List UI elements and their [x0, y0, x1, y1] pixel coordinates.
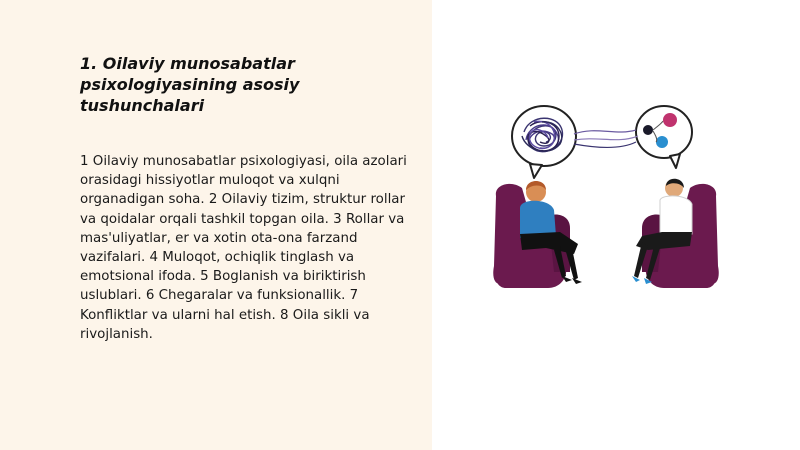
slide-body: 1 Oilaviy munosabatlar psixologiyasi, oila azolari orasidagi hissiyotlar muloqot va xulqni organadigan soha. 2 Oilaviy tizim, struktur rollar va qoidalar orqali tashkil topgan oila. 3 Rollar va mas'uliyatlar, er va xotin ota-ona farzand vazifalari. 4 Muloqot, ochiqlik tinglash va emotsional ifoda. 5 Boglanish va biriktirish uslublari. 6 Chegaralar va funksionallik. 7 Konfliktlar va ularni hal etish. 8 Oila sikli va rivojlanish.	[80, 154, 407, 342]
therapy-session-illustration	[486, 96, 726, 296]
slide-title: 1. Oilaviy munosabatlar psixologiyasining asosiy tushunchalari	[80, 54, 300, 115]
connection-threads	[574, 130, 638, 148]
left-speech-bubble-icon	[512, 106, 576, 178]
right-speech-bubble-icon	[636, 106, 692, 168]
